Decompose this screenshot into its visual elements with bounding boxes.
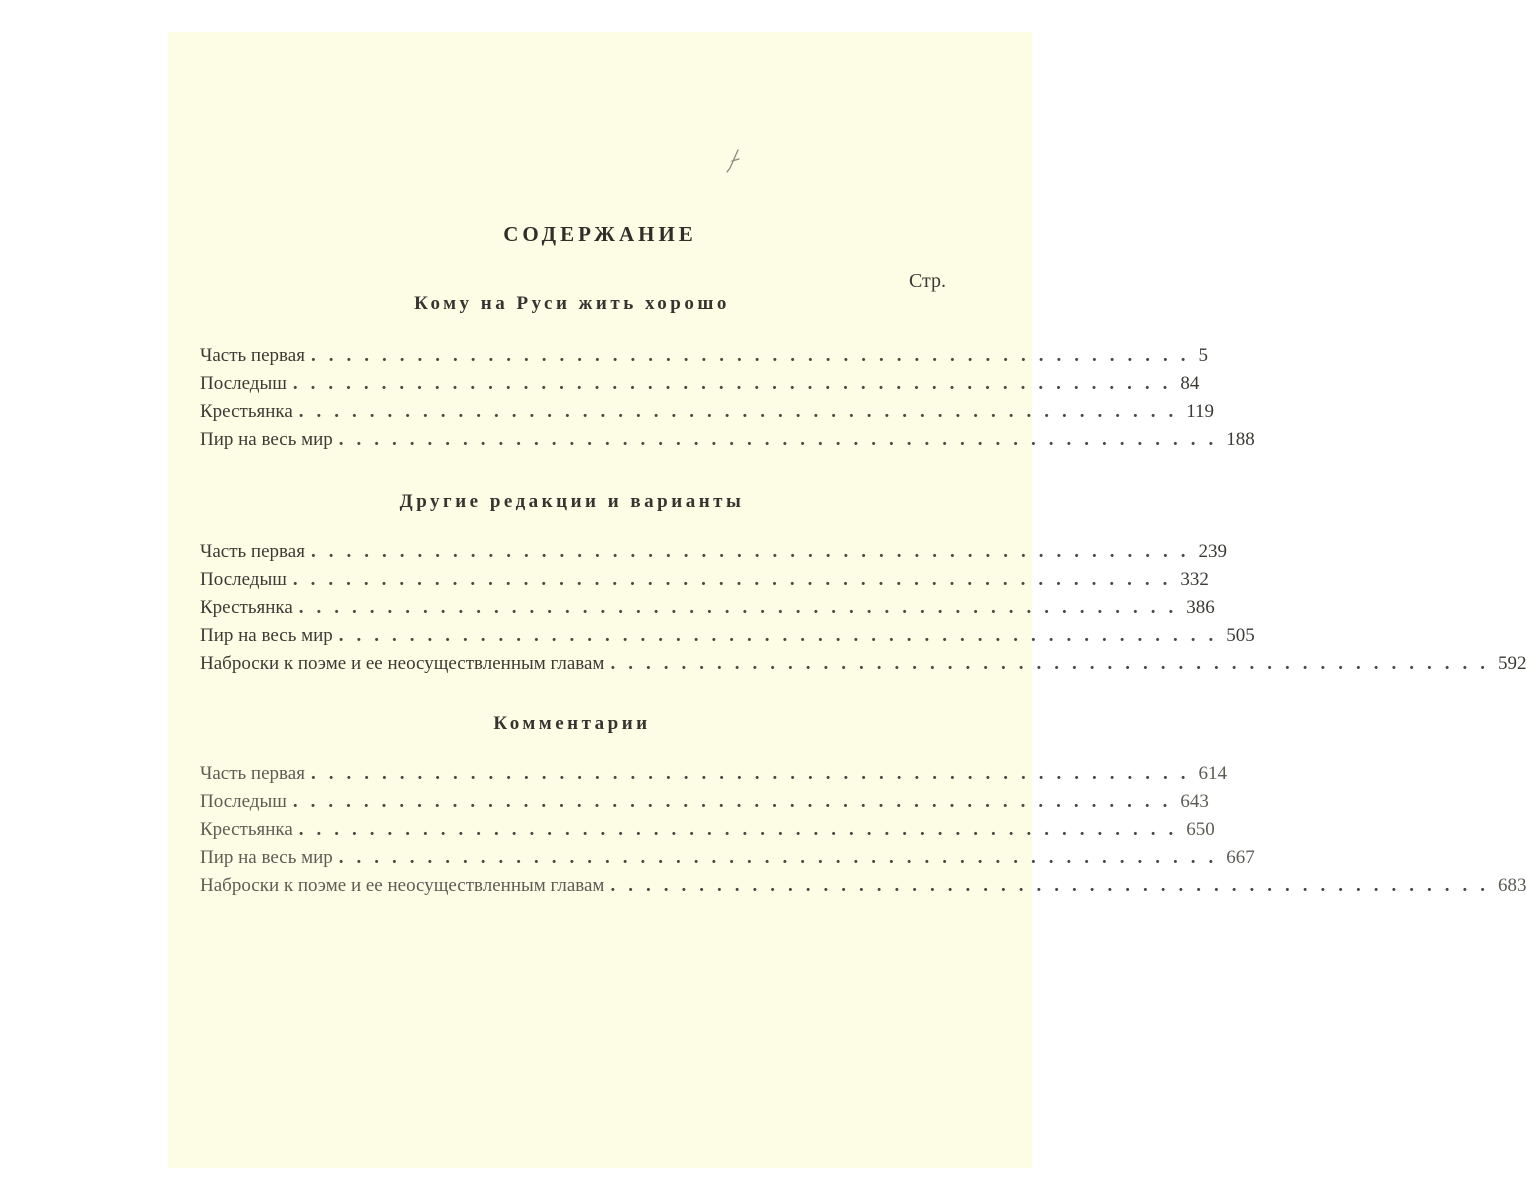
dot-leader: .................................................. (292, 373, 1181, 394)
entry-title: Последыш (200, 569, 287, 590)
toc-entry[interactable] (200, 650, 1526, 678)
entry-page-number: 239 (1198, 541, 1227, 562)
dot-leader: .................................................. (610, 653, 1498, 674)
entry-page-number: 119 (1186, 401, 1215, 422)
toc-entry[interactable] (200, 594, 1215, 622)
dot-leader: .................................................. (338, 429, 1227, 450)
toc-entry[interactable] (200, 622, 1255, 650)
dot-leader: .................................................. (298, 819, 1187, 840)
entry-title: Пир на весь мир (200, 429, 333, 450)
section-heading: Комментарии (493, 713, 651, 734)
dot-leader: .................................................. (610, 875, 1498, 896)
entry-page-number: 650 (1186, 819, 1215, 840)
entry-page-number: 332 (1180, 569, 1209, 590)
section-heading: Другие редакции и варианты (399, 491, 745, 512)
entry-title: Крестьянка (200, 597, 293, 618)
entry-page-number: 505 (1226, 625, 1255, 646)
entry-page-number: 386 (1186, 597, 1215, 618)
page-title: СОДЕРЖАНИЕ (503, 222, 697, 246)
dot-leader: .................................................. (310, 345, 1199, 366)
entry-page-number: 643 (1180, 791, 1209, 812)
entry-title: Часть первая (200, 541, 305, 562)
dot-leader: .................................................. (338, 625, 1227, 646)
toc-entry[interactable] (200, 426, 1255, 454)
toc-section-variants (200, 490, 1526, 678)
toc-entries (200, 342, 1255, 454)
entry-title: Часть первая (200, 763, 305, 784)
entry-title: Часть первая (200, 345, 305, 366)
toc-entry[interactable] (200, 342, 1208, 370)
dot-leader: .................................................. (310, 763, 1199, 784)
entry-title: Крестьянка (200, 819, 293, 840)
entry-page-number: 683 (1497, 875, 1526, 896)
entry-title: Пир на весь мир (200, 625, 333, 646)
section-heading: Кому на Руси жить хорошо (414, 293, 730, 314)
entry-title: Последыш (200, 373, 287, 394)
toc-entry[interactable] (200, 844, 1255, 872)
toc-entry[interactable] (200, 816, 1215, 844)
dot-leader: .................................................. (298, 401, 1187, 422)
book-page (168, 32, 1526, 1168)
toc-entry[interactable] (200, 566, 1209, 594)
toc-section-commentary (200, 712, 1526, 900)
entry-page-number: 667 (1226, 847, 1255, 868)
pen-mark-icon (724, 148, 742, 174)
dot-leader: .................................................. (338, 847, 1227, 868)
entry-page-number: 5 (1198, 345, 1208, 366)
toc-entries (200, 760, 1526, 900)
entry-title: Наброски к поэме и ее неосуществленным главам (200, 653, 605, 674)
toc-entry[interactable] (200, 538, 1227, 566)
toc-entry[interactable] (200, 872, 1526, 900)
dot-leader: .................................................. (310, 541, 1199, 562)
entry-title: Крестьянка (200, 401, 293, 422)
page-column-label: Стр. (908, 270, 946, 292)
toc-entry[interactable] (200, 370, 1200, 398)
dot-leader: .................................................. (292, 569, 1181, 590)
toc-section-main (200, 292, 1255, 454)
toc-entry[interactable] (200, 788, 1209, 816)
entry-title: Наброски к поэме и ее неосуществленным главам (200, 875, 605, 896)
dot-leader: .................................................. (292, 791, 1181, 812)
toc-entry[interactable] (200, 398, 1215, 426)
entry-title: Пир на весь мир (200, 847, 333, 868)
dot-leader: .................................................. (298, 597, 1187, 618)
toc-entries (200, 538, 1526, 678)
toc-entry[interactable] (200, 760, 1227, 788)
entry-page-number: 84 (1180, 373, 1200, 394)
entry-title: Последыш (200, 791, 287, 812)
entry-page-number: 592 (1497, 653, 1526, 674)
entry-page-number: 614 (1198, 763, 1227, 784)
entry-page-number: 188 (1226, 429, 1255, 450)
